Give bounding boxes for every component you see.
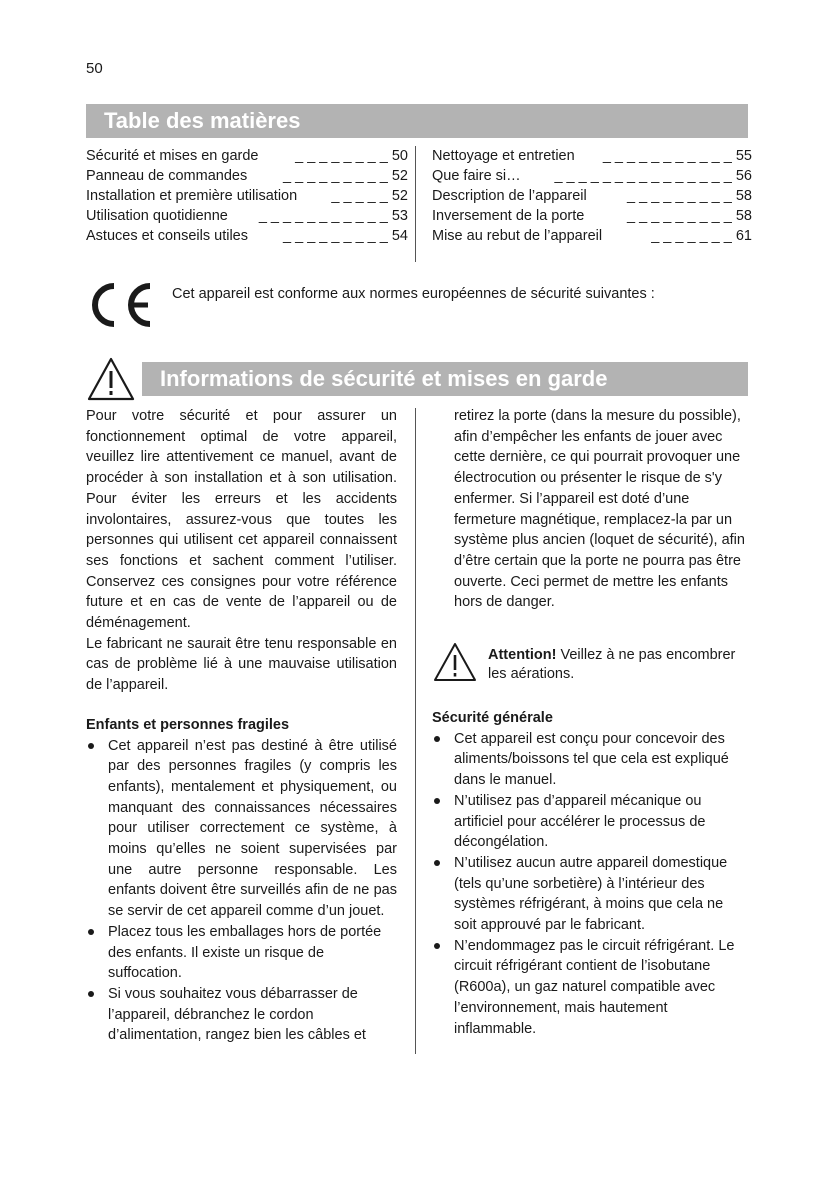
- toc-divider: [415, 146, 416, 262]
- toc-leader: _ _ _ _ _ _ _ _ _ _ _ _ _ _ _: [554, 168, 732, 184]
- list-item: [86, 984, 397, 1046]
- toc-entry[interactable]: [86, 166, 408, 186]
- toc-entry-label: Astuces et conseils utiles: [86, 228, 248, 244]
- toc-entry[interactable]: [432, 166, 752, 186]
- list-item-text: Si vous souhaitez vous débarrasser de l’appareil, débranchez le cordon d’alimentation, rangez bien les câbles et: [108, 985, 366, 1044]
- children-list: [86, 736, 397, 1047]
- list-item-text: N’endommagez pas le circuit réfrigérant. Le circuit réfrigérant contient de l’isobutane (R600a), un gaz naturel compatible avec l’environnement, mais hautement inflammable.: [454, 937, 735, 1037]
- toc-entry-label: Description de l’appareil: [432, 188, 587, 204]
- toc-entry[interactable]: [432, 226, 752, 246]
- toc-entry-label: Installation et première utilisation: [86, 188, 298, 204]
- attention-callout: [432, 641, 748, 684]
- bullet-icon: [88, 743, 94, 749]
- toc-title: Table des matières: [86, 104, 748, 138]
- toc-entry[interactable]: [86, 226, 408, 246]
- toc-right-column: [432, 146, 752, 246]
- toc-entry[interactable]: [432, 186, 752, 206]
- attention-text: Veillez à ne pas encombrer les aérations.: [488, 647, 736, 683]
- list-item-text: Cet appareil n’est pas destiné à être utilisé par des personnes fragiles (y compris les enfants), mentalement et physiquement, ou manquant des connaissances nécessaires pour utiliser correctement ce système, à moins qu’elles ne soient supervisées par une autre personne responsable. Les enfants doivent être surveillés afin de ne pas se servir de cet appareil comme d’un jouet.: [108, 737, 397, 920]
- ce-conformity-text: Cet appareil est conforme aux normes européennes de sécurité suivantes :: [172, 286, 655, 302]
- toc-page: 54: [391, 228, 408, 244]
- toc-left-column: [86, 146, 408, 246]
- warning-triangle-icon: [86, 356, 136, 402]
- toc-leader: _ _ _ _ _ _ _ _: [295, 148, 388, 164]
- bullet-icon: [434, 798, 440, 804]
- toc-page: 53: [391, 208, 408, 224]
- list-item: [432, 936, 748, 1040]
- safety-title: Informations de sécurité et mises en garde: [142, 362, 748, 396]
- bullet-icon: [88, 991, 94, 997]
- toc-leader: _ _ _ _ _ _ _ _ _ _ _: [602, 148, 732, 164]
- ce-mark-icon: [84, 280, 158, 330]
- toc-page: 52: [391, 188, 408, 204]
- attention-label: Attention!: [488, 647, 557, 664]
- bullet-icon: [434, 860, 440, 866]
- intro-paragraph: Pour votre sécurité et pour assurer un fonctionnement optimal de votre appareil, veuillez lire attentivement ce manuel, avant de procéder à son installation et à son utilisation. Pour éviter les erreurs et les accidents involontaires, assurez-vous que toutes les personnes qui utilisent cet appareil connaissent ses fonctions et sachent comment l’utiliser. Conservez ces consignes pour votre référence future et en cas de vente de l’appareil ou de déménagement.: [86, 408, 397, 632]
- list-item: [432, 853, 748, 936]
- toc-entry[interactable]: [432, 146, 752, 166]
- list-item: [432, 791, 748, 853]
- toc-leader: _ _ _ _ _ _ _ _ _: [283, 228, 388, 244]
- page-number: 50: [86, 60, 103, 77]
- toc-page: 58: [735, 208, 752, 224]
- list-item-text: N’utilisez pas d’appareil mécanique ou artificiel pour accélérer le processus de décongélation.: [454, 792, 706, 851]
- bullet-icon: [434, 943, 440, 949]
- toc-entry-label: Panneau de commandes: [86, 168, 248, 184]
- toc-page: 58: [735, 188, 752, 204]
- toc-entry-label: Mise au rebut de l’appareil: [432, 228, 603, 244]
- toc-page: 56: [735, 168, 752, 184]
- toc-leader: _ _ _ _ _ _ _: [651, 228, 732, 244]
- bullet-icon: [434, 736, 440, 742]
- toc-entry-label: Nettoyage et entretien: [432, 148, 575, 164]
- toc-leader: _ _ _ _ _ _ _ _ _: [627, 208, 732, 224]
- toc-page: 52: [391, 168, 408, 184]
- toc-entry-label: Utilisation quotidienne: [86, 208, 228, 224]
- toc-entry[interactable]: [86, 146, 408, 166]
- list-item-text: N’utilisez aucun autre appareil domestique (tels qu’une sorbetière) à l’intérieur des systèmes réfrigérant, à moins que cela ne soit approuvé par le fabricant.: [454, 854, 728, 934]
- toc-page: 55: [735, 148, 752, 164]
- toc-entry[interactable]: [86, 186, 408, 206]
- left-column: [86, 406, 397, 1046]
- toc-entry[interactable]: [86, 206, 408, 226]
- list-item: [86, 736, 397, 922]
- children-heading: Enfants et personnes fragiles: [86, 716, 290, 733]
- general-safety-list: [432, 729, 748, 1040]
- general-safety-heading: Sécurité générale: [432, 710, 553, 727]
- toc-page: 61: [735, 228, 752, 244]
- manufacturer-paragraph: Le fabricant ne saurait être tenu responsable en cas de problème lié à une mauvaise utilisation de l’appareil.: [86, 635, 397, 694]
- column-divider: [415, 408, 416, 1054]
- list-item: [86, 922, 397, 984]
- attention-triangle-icon: [432, 641, 478, 683]
- toc-page: 50: [391, 148, 408, 164]
- toc-leader: _ _ _ _ _ _ _ _ _ _ _: [258, 208, 388, 224]
- toc-leader: _ _ _ _ _: [331, 188, 388, 204]
- toc-entry-label: Que faire si…: [432, 168, 521, 184]
- right-column: [432, 406, 748, 1039]
- toc-entry-label: Inversement de la porte: [432, 208, 585, 224]
- toc-leader: _ _ _ _ _ _ _ _ _: [283, 168, 388, 184]
- list-item: [432, 729, 748, 791]
- list-item-text: Cet appareil est conçu pour concevoir des aliments/boissons tel que cela est expliqué dans le manuel.: [454, 730, 729, 789]
- toc-entry[interactable]: [432, 206, 752, 226]
- toc-leader: _ _ _ _ _ _ _ _ _: [627, 188, 732, 204]
- continuation-paragraph: retirez la porte (dans la mesure du possible), afin d’empêcher les enfants de jouer avec cette dernière, ce qui pourrait provoquer une électrocution ou présenter le risque de s'y enfermer. Si l’appareil est doté d’une fermeture magnétique, remplacez-la par un système plus ancien (loquet de sécurité), afin d’être certain que la porte ne pourra pas être ouverte. Ceci permet de mettre les enfants hors de danger.: [454, 408, 745, 611]
- list-item-text: Placez tous les emballages hors de portée des enfants. Il existe un risque de suffocation.: [108, 923, 382, 982]
- bullet-icon: [88, 929, 94, 935]
- toc-entry-label: Sécurité et mises en garde: [86, 148, 259, 164]
